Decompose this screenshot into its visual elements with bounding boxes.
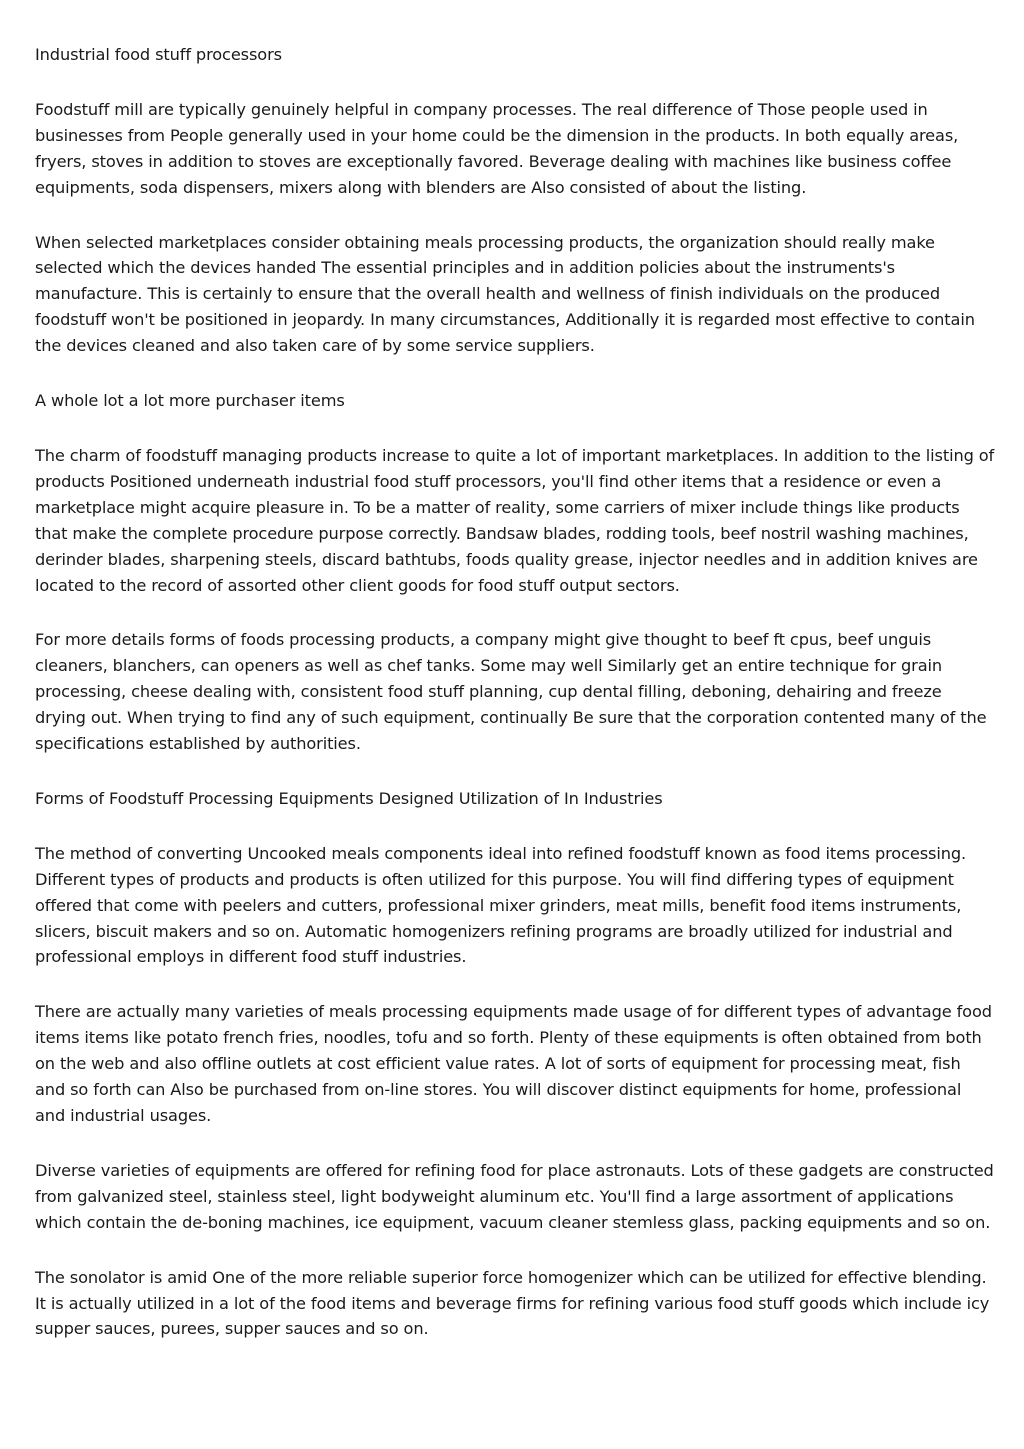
- paragraph: The method of converting Uncooked meals components ideal into refined foodstuff known as food items processing. Different types of products and products is often utilized for this purpose. You will find differing types of equipment offered that come with peelers and cutters, professional mixer grinders, meat mills, benefit food items instruments, slicers, biscuit makers and so on. Automatic homogenizers refining programs are broadly utilized for industrial and professional employs in different food stuff industries.: [35, 843, 967, 967]
- section-heading: Forms of Foodstuff Processing Equipments Designed Utilization of In Industries: [35, 788, 663, 808]
- paragraph: The sonolator is amid One of the more reliable superior force homogenizer which can be utilized for effective blending. It is actually utilized in a lot of the food items and beverage firms for refining various food stuff goods which include icy supper sauces, purees, supper sauces and so on.: [35, 1267, 990, 1339]
- document-body: [35, 42, 995, 1371]
- paragraph: Diverse varieties of equipments are offered for refining food for place astronauts. Lots of these gadgets are constructed from galvanized steel, stainless steel, light bodyweight aluminum etc. You'll find a large assortment of applications which contain the de-boning machines, ice equipment, vacuum cleaner stemless glass, packing equipments and so on.: [35, 1160, 994, 1232]
- section-heading: A whole lot a lot more purchaser items: [35, 391, 345, 411]
- paragraph: There are actually many varieties of meals processing equipments made usage of for different types of advantage food items items like potato french fries, noodles, tofu and so forth. Plenty of these equipments is often obtained from both on the web and also offline outlets at cost efficient value rates. A lot of sorts of equipment for processing meat, fish and so forth can Also be purchased from on-line stores. You will discover distinct equipments for home, professional and industrial usages.: [35, 1002, 992, 1125]
- paragraph: For more details forms of foods processing products, a company might give thought to beef ft cpus, beef unguis cleaners, blanchers, can openers as well as chef tanks. Some may well Similarly get an entire technique for grain processing, cheese dealing with, consistent food stuff planning, cup dental filling, deboning, dehairing and freeze drying out. When trying to find any of such equipment, continually Be sure that the corporation contented many of the specifications established by authorities.: [35, 630, 987, 754]
- paragraph: Foodstuff mill are typically genuinely helpful in company processes. The real difference of Those people used in businesses from People generally used in your home could be the dimension in the products. In both equally areas, fryers, stoves in addition to stoves are exceptionally favored. Beverage dealing with machines like business coffee equipments, soda dispensers, mixers along with blenders are Also consisted of about the listing.: [35, 99, 959, 197]
- paragraph: When selected marketplaces consider obtaining meals processing products, the organization should really make selected which the devices handed The essential principles and in addition policies about the instruments's manufacture. This is certainly to ensure that the overall health and wellness of finish individuals on the produced foodstuff won't be positioned in jeopardy. In many circumstances, Additionally it is regarded most effective to contain the devices cleaned and also taken care of by some service suppliers.: [35, 232, 975, 356]
- section-heading: Industrial food stuff processors: [35, 45, 282, 64]
- paragraph: The charm of foodstuff managing products increase to quite a lot of important marketplaces. In addition to the listing of products Positioned underneath industrial food stuff processors, you'll find other items that a residence or even a marketplace might acquire pleasure in. To be a matter of reality, some carriers of mixer include things like products that make the complete procedure purpose correctly. Bandsaw blades, rodding tools, beef nostril washing machines, derinder blades, sharpening steels, discard bathtubs, foods quality grease, injector needles and in addition knives are located to the record of assorted other client goods for food stuff output sectors.: [35, 445, 995, 595]
